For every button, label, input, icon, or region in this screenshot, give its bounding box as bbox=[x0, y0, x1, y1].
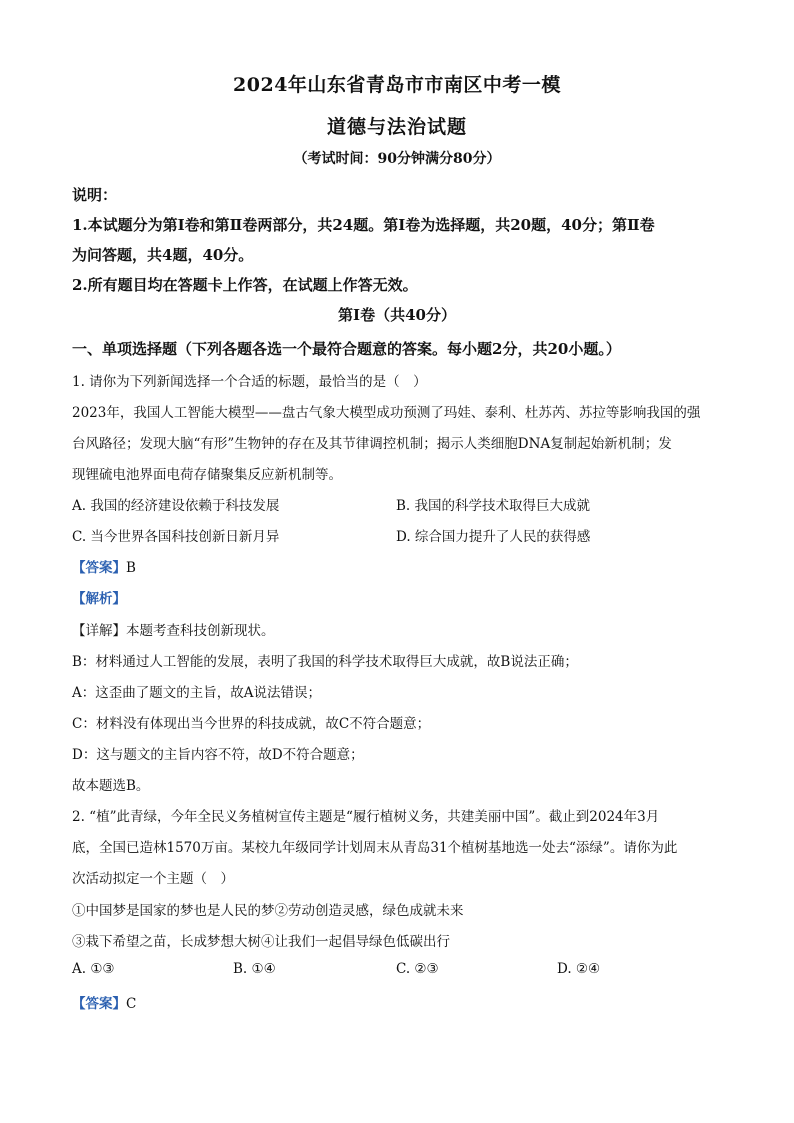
q1-material-line2: 台风路径；发现大脑“有形”生物钟的存在及其节律调控机制；揭示人类细胞DNA复制起始新机制；发 bbox=[72, 436, 672, 452]
q2-stem-line3: 次活动拟定一个主题（ ） bbox=[72, 871, 234, 887]
answer-value: C bbox=[126, 996, 137, 1012]
q2-answer bbox=[72, 992, 136, 1012]
q1-detail bbox=[72, 619, 275, 639]
q1-exp-d: D：这与题文的主旨内容不符，故D不符合题意； bbox=[72, 747, 364, 763]
page-title: 2024年山东省青岛市市南区中考一模 bbox=[233, 74, 561, 96]
analysis-tag: 【解析】 bbox=[72, 591, 126, 607]
q1-option-a: A. 我国的经济建设依赖于科技发展 bbox=[72, 498, 280, 514]
q1-material-line3: 现锂硫电池界面电荷存储聚集反应新机制等。 bbox=[72, 467, 342, 483]
q1-exp-c: C：材料没有体现出当今世界的科技成就，故C不符合题意； bbox=[72, 716, 431, 732]
q1-exp-a: A：这歪曲了题文的主旨，故A说法错误； bbox=[72, 685, 321, 701]
answer-tag: 【答案】 bbox=[72, 560, 126, 576]
exam-info: （考试时间：90分钟满分80分） bbox=[293, 151, 501, 167]
notes-heading: 说明： bbox=[72, 186, 118, 204]
detail-text: 本题考查科技创新现状。 bbox=[126, 623, 275, 639]
q1-answer bbox=[72, 556, 136, 576]
q2-statement-1: ①中国梦是国家的梦也是人民的梦②劳动创造灵感，绿色成就未来 bbox=[72, 903, 464, 919]
q2-stem-line2: 底，全国已造林1570万亩。某校九年级同学计划周末从青岛31个植树基地选一处去“添绿”。请你为此 bbox=[72, 840, 678, 856]
q2-option-d: D. ②④ bbox=[557, 961, 601, 977]
q2-option-b: B. ①④ bbox=[233, 961, 276, 977]
q1-stem: 1. 请你为下列新闻选择一个合适的标题，最恰当的是（ ） bbox=[72, 374, 427, 390]
answer-value: B bbox=[126, 560, 136, 576]
q2-stem-line1: 2. “植”此青绿，今年全民义务植树宣传主题是“履行植树义务，共建美丽中国”。截止到2024年3月 bbox=[72, 809, 660, 825]
q2-statement-2: ③栽下希望之苗，长成梦想大树④让我们一起倡导绿色低碳出行 bbox=[72, 934, 450, 950]
q1-analysis-tag bbox=[72, 587, 126, 607]
q1-exp-b: B：材料通过人工智能的发展，表明了我国的科学技术取得巨大成就，故B说法正确； bbox=[72, 654, 578, 670]
part1-title: 第Ⅰ卷（共40分） bbox=[338, 306, 456, 324]
note-item-1-line2: 为问答题，共4题，40分。 bbox=[72, 246, 254, 264]
answer-tag: 【答案】 bbox=[72, 996, 126, 1012]
detail-tag: 【详解】 bbox=[72, 623, 126, 639]
section1-title: 一、单项选择题（下列各题各选一个最符合题意的答案。每小题2分，共20小题。） bbox=[72, 340, 621, 358]
q1-conclusion: 故本题选B。 bbox=[72, 778, 150, 794]
page-subtitle: 道德与法治试题 bbox=[326, 116, 467, 138]
note-item-1-line1: 1.本试题分为第Ⅰ卷和第Ⅱ卷两部分，共24题。第Ⅰ卷为选择题，共20题，40分；第Ⅱ卷 bbox=[72, 216, 655, 234]
q1-material-line1: 2023年，我国人工智能大模型——盘古气象大模型成功预测了玛娃、泰利、杜苏芮、苏拉等影响我国的强 bbox=[72, 405, 701, 421]
q2-option-a: A. ①③ bbox=[72, 961, 115, 977]
q1-option-c: C. 当今世界各国科技创新日新月异 bbox=[72, 529, 280, 545]
note-item-2: 2.所有题目均在答题卡上作答，在试题上作答无效。 bbox=[72, 276, 418, 294]
q1-option-b: B. 我国的科学技术取得巨大成就 bbox=[396, 498, 591, 514]
q2-option-c: C. ②③ bbox=[396, 961, 439, 977]
q1-option-d: D. 综合国力提升了人民的获得感 bbox=[396, 529, 591, 545]
